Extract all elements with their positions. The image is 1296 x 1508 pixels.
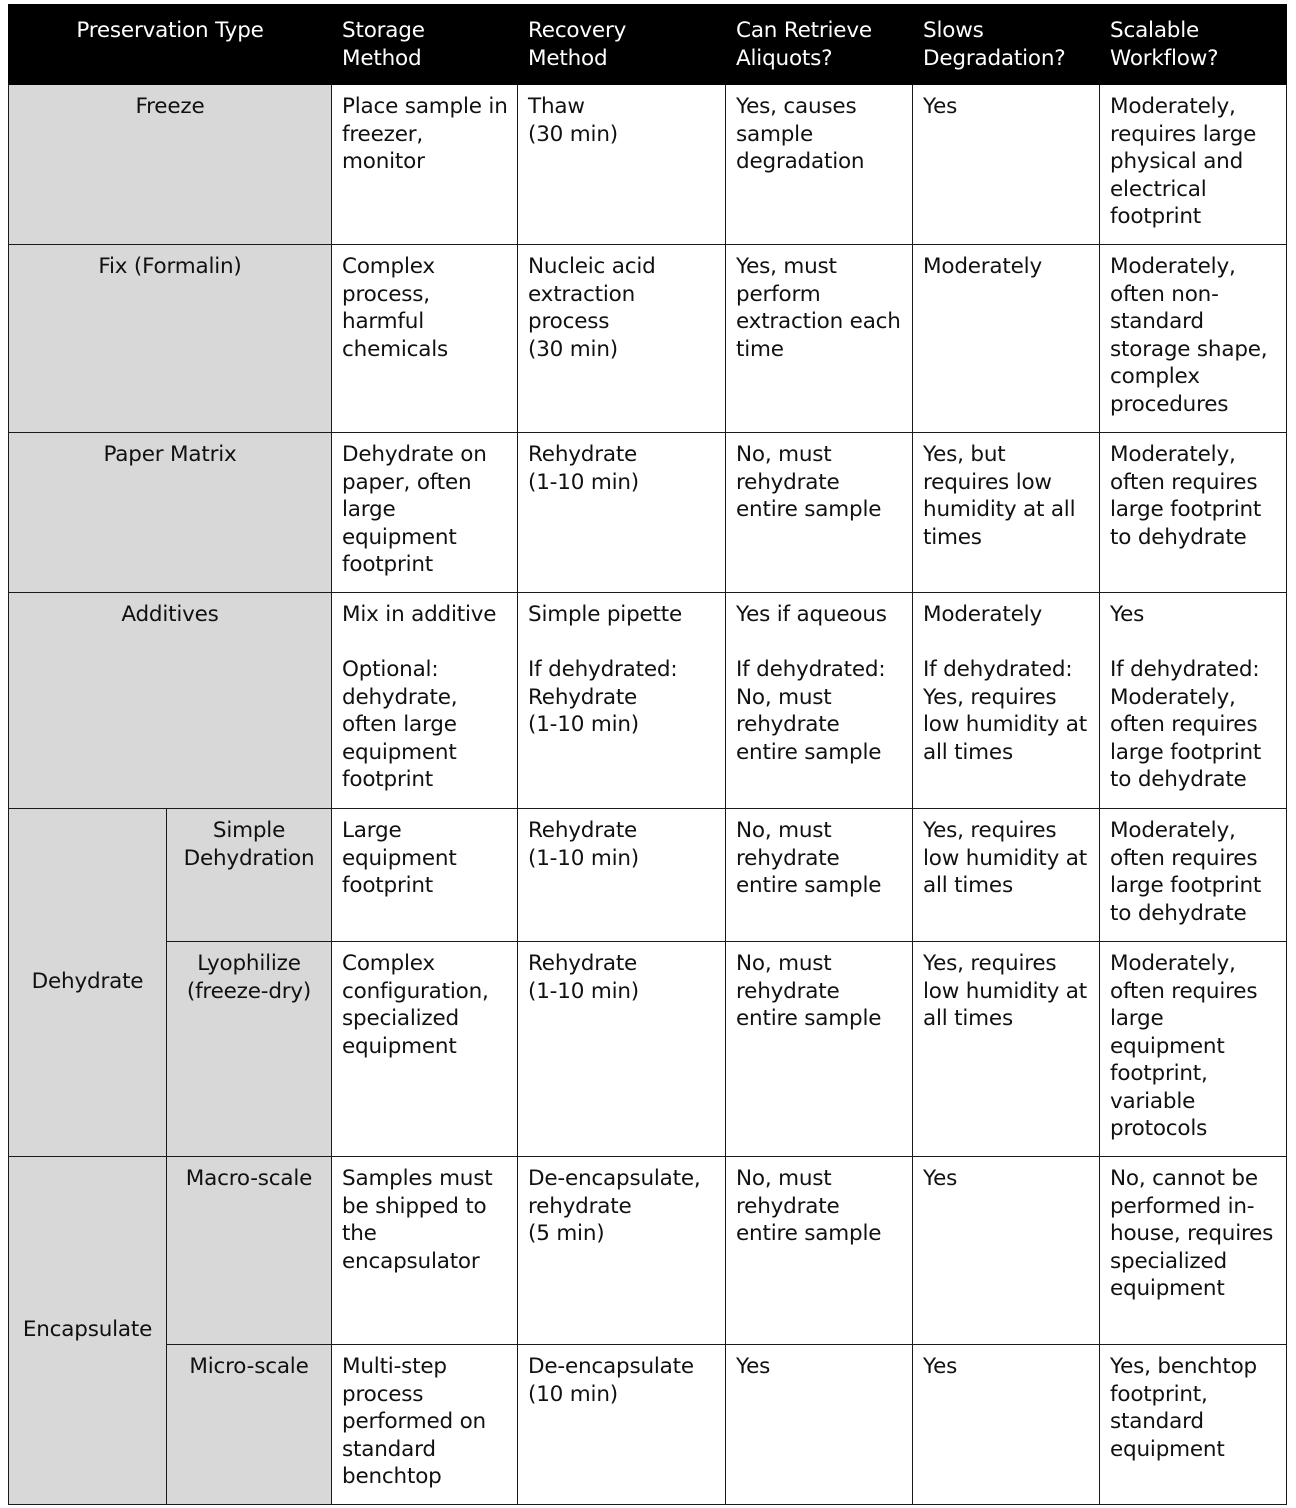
slows-degradation-cell: Yes (913, 85, 1100, 245)
scalable-workflow-cell: Yes If dehydrated: Moderately, often requires large footprint to dehydrate (1100, 593, 1287, 809)
scalable-workflow-cell: Moderately, often requires large footprint to dehydrate (1100, 433, 1287, 593)
header-storage-method-line2: Method (342, 45, 422, 71)
preservation-group-cell: Dehydrate (9, 809, 167, 1157)
header-slows-degradation (913, 5, 1100, 85)
storage-method-cell: Mix in additive Optional: dehydrate, often large equipment footprint (332, 593, 518, 809)
scalable-workflow-cell: Yes, benchtop footprint, standard equipment (1100, 1345, 1287, 1505)
preservation-type-cell: Freeze (9, 85, 332, 245)
storage-method-cell: Dehydrate on paper, often large equipment footprint (332, 433, 518, 593)
scalable-workflow-cell: Moderately, often requires large equipment footprint, variable protocols (1100, 942, 1287, 1157)
storage-method-cell: Multi-step process performed on standard benchtop (332, 1345, 518, 1505)
storage-method-cell: Complex configuration, specialized equipment (332, 942, 518, 1157)
scalable-workflow-cell: No, cannot be performed in-house, requires specialized equipment (1100, 1157, 1287, 1345)
table-row-lyophilize (9, 942, 1287, 1157)
preservation-subtype-cell: Simple Dehydration (167, 809, 332, 942)
table-row-micro-scale (9, 1345, 1287, 1505)
preservation-type-cell: Fix (Formalin) (9, 245, 332, 433)
recovery-method-cell: Nucleic acid extraction process (30 min) (518, 245, 726, 433)
recovery-method-cell: Rehydrate (1-10 min) (518, 433, 726, 593)
scalable-workflow-cell: Moderately, often non-standard storage shape, complex procedures (1100, 245, 1287, 433)
retrieve-aliquots-cell: No, must rehydrate entire sample (726, 942, 913, 1157)
preservation-type-cell: Additives (9, 593, 332, 809)
storage-method-cell: Place sample in freezer, monitor (332, 85, 518, 245)
header-recovery-method-line1: Recovery (528, 18, 627, 43)
header-can-retrieve-aliquots-line2: Aliquots? (736, 45, 833, 71)
slows-degradation-cell: Yes, requires low humidity at all times (913, 942, 1100, 1157)
recovery-method-cell: Rehydrate (1-10 min) (518, 809, 726, 942)
preservation-type-cell: Paper Matrix (9, 433, 332, 593)
recovery-method-cell: De-encapsulate (10 min) (518, 1345, 726, 1505)
header-recovery-method-line2: Method (528, 45, 608, 71)
header-row (9, 5, 1287, 85)
slows-degradation-cell: Yes, but requires low humidity at all times (913, 433, 1100, 593)
retrieve-aliquots-cell: No, must rehydrate entire sample (726, 1157, 913, 1345)
slows-degradation-cell: Yes, requires low humidity at all times (913, 809, 1100, 942)
header-storage-method-line1: Storage (342, 18, 425, 43)
table-row-macro-scale (9, 1157, 1287, 1345)
table-row-freeze (9, 85, 1287, 245)
recovery-method-cell: Simple pipette If dehydrated: Rehydrate (1-10 min) (518, 593, 726, 809)
preservation-subtype-cell: Micro-scale (167, 1345, 332, 1505)
retrieve-aliquots-cell: No, must rehydrate entire sample (726, 433, 913, 593)
header-recovery-method (518, 5, 726, 85)
slows-degradation-cell: Moderately If dehydrated: Yes, requires low humidity at all times (913, 593, 1100, 809)
table-row-fix-formalin (9, 245, 1287, 433)
recovery-method-cell: Thaw (30 min) (518, 85, 726, 245)
table-row-paper-matrix (9, 433, 1287, 593)
slows-degradation-cell: Yes (913, 1345, 1100, 1505)
storage-method-cell: Samples must be shipped to the encapsulator (332, 1157, 518, 1345)
preservation-subtype-cell: Macro-scale (167, 1157, 332, 1345)
header-can-retrieve-aliquots-line1: Can Retrieve (736, 18, 872, 43)
header-slows-degradation-line2: Degradation? (923, 45, 1066, 71)
retrieve-aliquots-cell: Yes (726, 1345, 913, 1505)
slows-degradation-cell: Moderately (913, 245, 1100, 433)
header-preservation-type: Preservation Type (9, 5, 332, 85)
header-scalable-workflow-line1: Scalable (1110, 18, 1200, 43)
header-scalable-workflow-line2: Workflow? (1110, 45, 1219, 71)
table-row-simple-dehydration (9, 809, 1287, 942)
retrieve-aliquots-cell: Yes if aqueous If dehydrated: No, must rehydrate entire sample (726, 593, 913, 809)
retrieve-aliquots-cell: Yes, causes sample degradation (726, 85, 913, 245)
header-scalable-workflow (1100, 5, 1287, 85)
header-storage-method (332, 5, 518, 85)
slows-degradation-cell: Yes (913, 1157, 1100, 1345)
scalable-workflow-cell: Moderately, requires large physical and electrical footprint (1100, 85, 1287, 245)
preservation-group-cell: Encapsulate (9, 1157, 167, 1505)
header-slows-degradation-line1: Slows (923, 18, 984, 43)
table-row-additives (9, 593, 1287, 809)
storage-method-cell: Large equipment footprint (332, 809, 518, 942)
storage-method-cell: Complex process, harmful chemicals (332, 245, 518, 433)
recovery-method-cell: De-encapsulate, rehydrate (5 min) (518, 1157, 726, 1345)
recovery-method-cell: Rehydrate (1-10 min) (518, 942, 726, 1157)
preservation-subtype-cell: Lyophilize (freeze-dry) (167, 942, 332, 1157)
header-can-retrieve-aliquots (726, 5, 913, 85)
retrieve-aliquots-cell: Yes, must perform extraction each time (726, 245, 913, 433)
retrieve-aliquots-cell: No, must rehydrate entire sample (726, 809, 913, 942)
preservation-comparison-table (8, 4, 1287, 1505)
scalable-workflow-cell: Moderately, often requires large footprint to dehydrate (1100, 809, 1287, 942)
